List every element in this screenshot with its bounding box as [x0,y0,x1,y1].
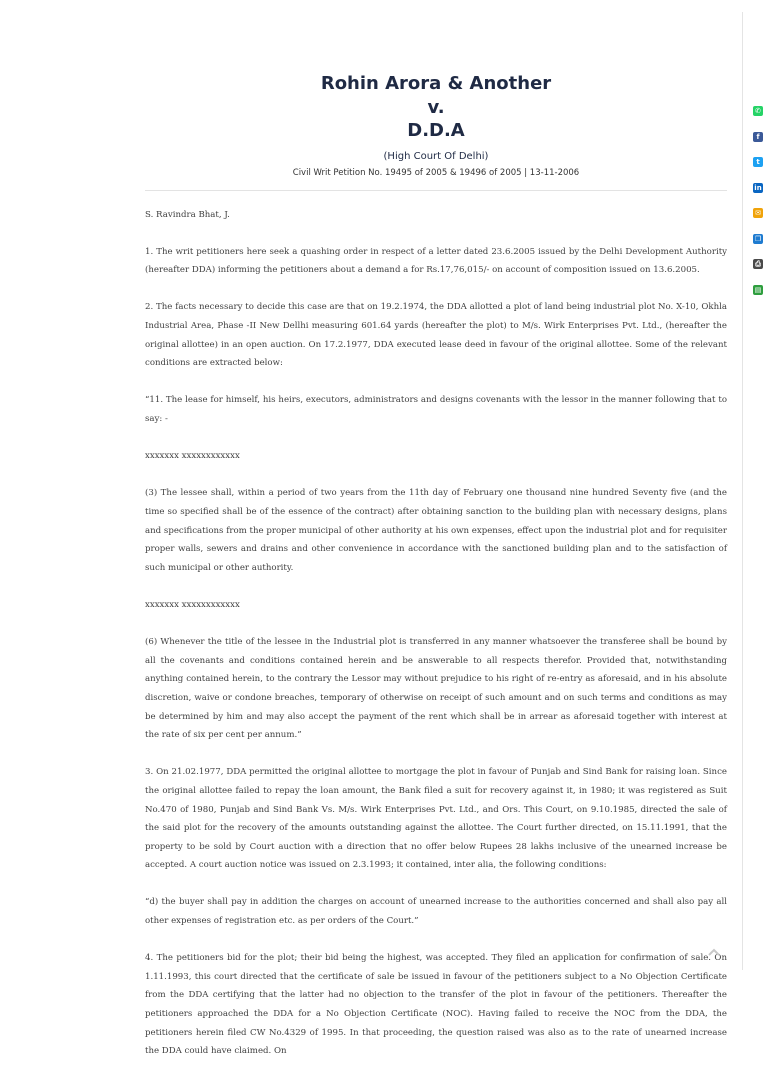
lease-clause-11: “11. The lease for himself, his heirs, executors, administrators and designs covenants with the lessor in the manner following that to say: - [145,395,727,425]
save-icon[interactable]: ▤ [754,286,762,294]
paragraph-4: 4. The petitioners bid for the plot; their bid being the highest, was accepted. They filed an application for confirmation of sale. On 1.11.1993, this court directed that the certificate of sale be issued in favour of the petitioners subject to a No Objection Certificate from the DDA certifying that the latter had no objection to the transfer of the plot in favour of the petitioners. Thereafter the petitioners approached the DDA for a No Objection Certificate (NOC). Having failed to receive the NOC from the DDA, the petitioners herein filed CW No.4329 of 1995. In that proceeding, the question raised was also as to the rate of unearned increase the DDA could have claimed. On [145,953,727,1057]
linkedin-icon[interactable]: in [754,184,762,192]
judgment-content [145,72,727,1079]
paragraph-3: 3. On 21.02.1977, DDA permitted the original allottee to mortgage the plot in favour of Punjab and Sind Bank for raising loan. Since the original allottee failed to repay the loan amount, the Bank filed a suit for recovery against it, in 1980; it was registered as Suit No.470 of 1980, Punjab and Sind Bank Vs. M/s. Wirk Enterprises Pvt. Ltd., and Ors. This Court, on 9.10.1985, directed the sale of the said plot for the recovery of the amounts outstanding against the allottee. The Court further directed, on 15.11.1991, that the property to be sold by Court auction with a direction that no offer below Rupees 28 lakhs inclusive of the unearned increase be accepted. A court auction notice was issued on 2.3.1993; it contained, inter alia, the following conditions: [145,767,727,871]
auction-condition-quote: “d) the buyer shall pay in addition the charges on account of unearned increase to the authorities concerned and shall also pay all other expenses of registration etc. as per orders of the Court.” [145,897,727,927]
whatsapp-icon[interactable]: ✆ [753,106,763,116]
paragraph-2: 2. The facts necessary to decide this case are that on 19.2.1974, the DDA allotted a plot of land being industrial plot No. X-10, Okhla Industrial Area, Phase -II New Dellhi measuring 601.64 yards (hereafter the plot) to M/s. Wirk Enterprises Pvt. Ltd., (hereafter the original allottee) in an open auction. On 17.2.1977, DDA executed lease deed in favour of the original allottee. Some of the relevant conditions are extracted below: [145,302,727,369]
case-title [145,72,727,143]
case-title-respondent: D.D.A [407,120,465,141]
share-sidebar [742,12,769,970]
case-title-petitioner: Rohin Arora & Another [320,73,552,94]
bookmark-icon[interactable]: ❐ [754,235,762,243]
paragraph-1: 1. The writ petitioners here seek a quashing order in respect of a letter dated 23.6.2005 issued by the Delhi Development Authority (hereafter DDA) informing the petitioners about a demand a for Rs.17,76,015/- on account of composition issued on 13.6.2005. [145,246,727,276]
omission-marker: xxxxxxx xxxxxxxxxxxx [145,599,240,610]
case-title-versus: v. [427,96,445,118]
case-citation: Civil Writ Petition No. 19495 of 2005 & 19496 of 2005 | 13-11-2006 [292,167,580,178]
lease-clause-3: (3) The lessee shall, within a period of two years from the 11th day of February one thousand nine hundred Seventy five (and the time so specified shall be of the essence of the contract) after obtaining sanction to the building plan with necessary designs, plans and specifications from the proper municipal of other authority at his own expenses, effect upon the industrial plot and for requisiter proper walls, sewers and drains and other convenience in accordance with the sanctioned building plan and to the satisfaction of such municipal or other authority. [145,488,727,573]
omission-marker: xxxxxxx xxxxxxxxxxxx [145,451,240,462]
header-divider [145,190,727,191]
facebook-icon[interactable]: f [753,132,763,142]
court-name: (High Court Of Delhi) [383,150,489,162]
judge-name: S. Ravindra Bhat, J. [145,209,230,220]
twitter-icon[interactable]: t [753,157,763,167]
lease-clause-6: (6) Whenever the title of the lessee in the Industrial plot is transferred in any manner whatsoever the transferee shall be bound by all the covenants and conditions contained herein and be answerable to all respects therefor. Provided that, notwithstanding anything contained herein, to the contrary the Lessor may without prejudice to his right of re-entry as aforesaid, and in his absolute discretion, waive or condone breaches, temporary of otherwise on receipt of such amount and on such terms and conditions as may be determined by him and may also accept the payment of the rent which shall be in arrear as aforesaid together with interest at the rate of six per cent per annum.” [145,637,727,741]
chevron-up-icon [706,945,722,959]
scroll-to-top-button[interactable] [706,944,722,958]
print-icon[interactable]: ⎙ [753,259,763,269]
email-icon[interactable]: ✉ [753,208,763,218]
